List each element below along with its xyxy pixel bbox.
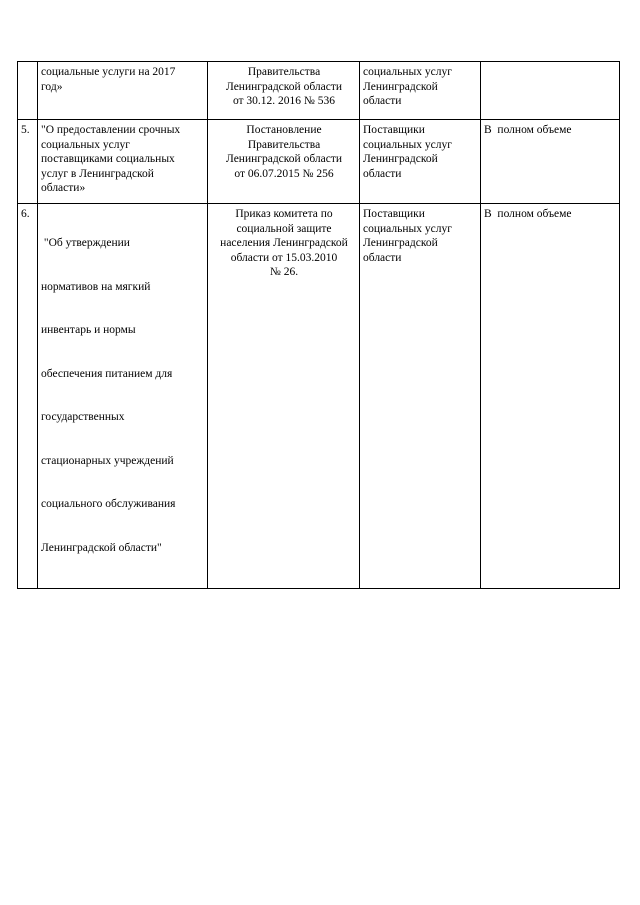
act-line: Правительства — [247, 138, 321, 151]
act-line: от 06.07.2015 № 256 — [234, 167, 334, 180]
title-line: инвентарь и нормы — [41, 324, 136, 336]
act-line: Ленинградской области — [225, 153, 343, 165]
act-line: от 30.12. 2016 № 536 — [232, 95, 336, 107]
act-line: Постановление — [246, 124, 322, 136]
table-row — [18, 62, 620, 120]
title-line: государственных — [41, 411, 125, 423]
title-line: социального обслуживания — [41, 498, 176, 510]
act-line: Приказ комитета по — [235, 208, 333, 220]
legal-act-cell — [208, 62, 360, 120]
executor-line: области — [363, 167, 402, 180]
title-line: услуг в Ленинградской — [41, 167, 154, 180]
executor-line: Поставщики — [363, 208, 425, 220]
act-line: Ленинградской области — [225, 80, 343, 93]
title-line: "О предоставлении срочных — [41, 124, 181, 136]
row-number: 6. — [18, 204, 38, 589]
executor-line: области — [363, 95, 402, 107]
table-row — [18, 120, 620, 204]
title-line: год» — [41, 80, 63, 93]
executor-line: области — [363, 251, 402, 264]
act-line: социальной защите — [236, 222, 332, 235]
executor-line: социальных услуг — [363, 138, 452, 151]
title-line: стационарных учреждений — [41, 454, 174, 467]
document-title-cell — [38, 120, 208, 204]
executor-line: Поставщики — [363, 124, 425, 136]
executor-cell — [360, 120, 481, 204]
scope-cell: В полном объеме — [481, 204, 620, 589]
title-line: "Об утверждении — [41, 237, 130, 249]
executor-line: Ленинградской — [363, 237, 438, 249]
executor-line: Ленинградской — [363, 153, 438, 165]
act-line: населения Ленинградской — [220, 237, 348, 249]
act-line: Правительства — [247, 66, 321, 78]
executor-line: социальных услуг — [363, 66, 452, 78]
title-line: Ленинградской области" — [41, 541, 162, 554]
act-line: № 26. — [269, 266, 299, 278]
row-number: 5. — [18, 120, 38, 204]
title-line: нормативов на мягкий — [41, 280, 151, 293]
title-line: социальных услуг — [41, 138, 130, 151]
title-line: области» — [41, 182, 86, 194]
title-line: социальные услуги на 2017 — [41, 66, 176, 78]
legal-act-cell — [208, 204, 360, 589]
document-title-cell — [38, 204, 208, 589]
row-number — [18, 62, 38, 120]
executor-cell — [360, 204, 481, 589]
executor-line: социальных услуг — [363, 222, 452, 235]
act-line: области от 15.03.2010 — [230, 251, 338, 264]
services-table — [17, 61, 620, 589]
scope-cell — [481, 62, 620, 120]
table-row — [18, 204, 620, 589]
title-line: поставщиками социальных — [41, 153, 175, 165]
legal-act-cell — [208, 120, 360, 204]
title-line: обеспечения питанием для — [41, 367, 173, 380]
executor-line: Ленинградской — [363, 80, 438, 93]
document-title-cell — [38, 62, 208, 120]
scope-cell: В полном объеме — [481, 120, 620, 204]
executor-cell — [360, 62, 481, 120]
